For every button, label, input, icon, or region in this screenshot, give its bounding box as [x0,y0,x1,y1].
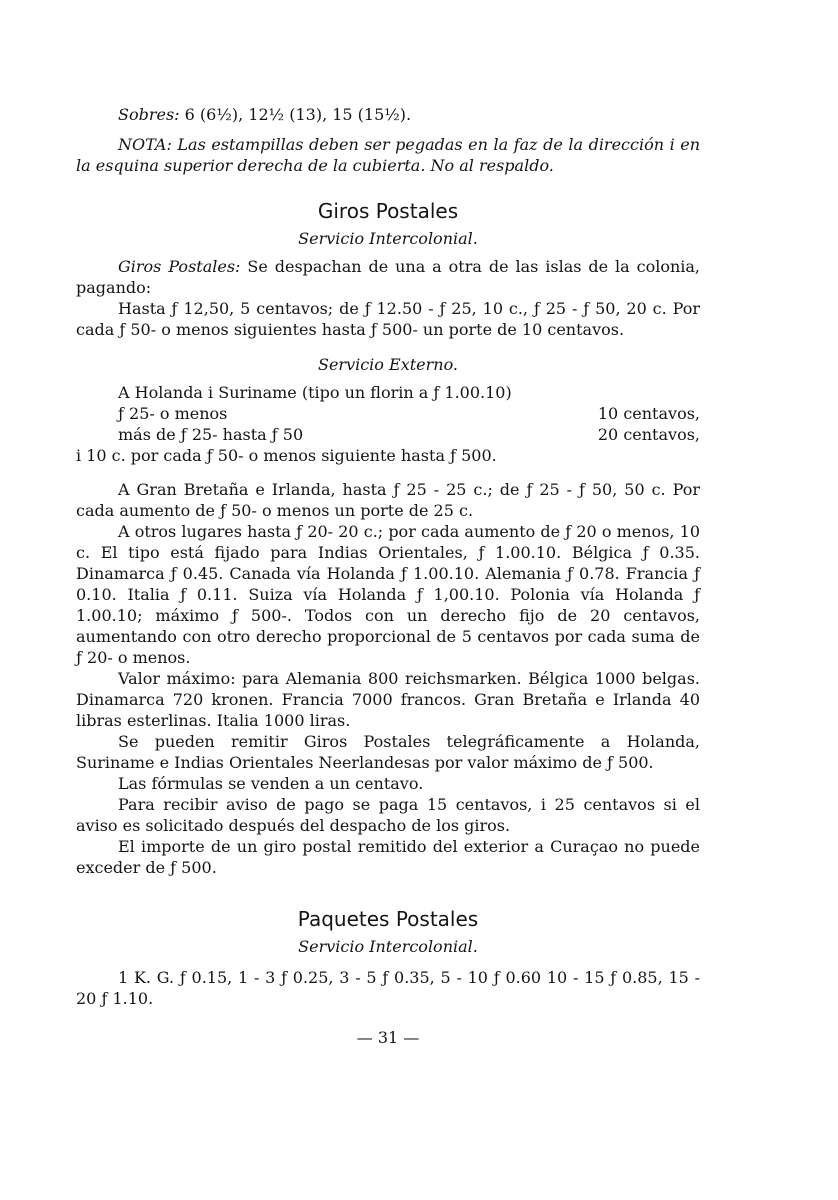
rate-row-right: 20 centavos, [597,425,700,444]
holanda-tail: i 10 c. por cada ƒ 50- o menos siguiente hasta ƒ 500. [76,446,497,465]
rate-row [76,403,700,424]
giros-intro-label: Giros Postales: [118,257,241,276]
valor-maximo-paragraph: Valor máximo: para Alemania 800 reichsmarken. Bélgica 1000 belgas. Dinamarca 720 kronen. Francia 7000 francos. Gran Bretaña e Irlanda 40 libras esterlinas. Italia 1000 liras. [76,669,700,730]
page-number: — 31 — [356,1028,420,1047]
giros-intro-paragraph [76,256,700,298]
gran-bretana-paragraph: A Gran Bretaña e Irlanda, hasta ƒ 25 - 25 c.; de ƒ 25 - ƒ 50, 50 c. Por cada aumento de ƒ 50- o menos un porte de 25 c. [76,480,700,520]
giros-title: Giros Postales [317,199,459,223]
aviso-pago-paragraph: Para recibir aviso de pago se paga 15 centavos, i 25 centavos si el aviso es solicitado después del despacho de los giros. [76,795,700,835]
telegrafico-paragraph: Se pueden remitir Giros Postales telegráficamente a Holanda, Suriname e Indias Orientales Neerlandesas por valor máximo de ƒ 500. [76,732,700,772]
nota-text: Las estampillas deben ser pegadas en la faz de la dirección i en la esquina superior derecha de la cubierta. No al respaldo. [76,135,700,175]
holanda-line: A Holanda i Suriname (tipo un florin a ƒ 1.00.10) [118,383,512,402]
importe-paragraph: El importe de un giro postal remitido del exterior a Curaçao no puede exceder de ƒ 500. [76,837,700,877]
rate-row-left: más de ƒ 25- hasta ƒ 50 [118,425,304,444]
page-content [76,104,700,1048]
formulas-paragraph: Las fórmulas se venden a un centavo. [118,774,424,793]
giros-intercolonial-heading: Servicio Intercolonial. [298,229,478,248]
paquetes-rates-paragraph: 1 K. G. ƒ 0.15, 1 - 3 ƒ 0.25, 3 - 5 ƒ 0.35, 5 - 10 ƒ 0.60 10 - 15 ƒ 0.85, 15 - 20 ƒ 1.10. [76,968,700,1008]
giros-intro-text: Se despachan de una a otra de las islas de la colonia, pagando: [76,257,700,297]
rate-row [76,424,700,445]
otros-lugares-paragraph: A otros lugares hasta ƒ 20- 20 c.; por cada aumento de ƒ 20 o menos, 10 c. El tipo está fijado para Indias Orientales, ƒ 1.00.10. Bélgica ƒ 0.35. Dinamarca ƒ 0.45. Canada vía Holanda ƒ 1.00.10. Alemania ƒ 0.78. Francia ƒ 0.10. Italia ƒ 0.11. Suiza vía Holanda ƒ 1,00.10. Polonia vía Holanda ƒ 1.00.10; máximo ƒ 500-. Todos con un derecho fijo de 20 centavos, aumentando con otro derecho proporcional de 5 centavos por cada suma de ƒ 20- o menos. [76,522,700,667]
giros-externo-heading: Servicio Externo. [317,355,459,374]
rate-row-right: 10 centavos, [597,404,700,423]
giros-rates-paragraph: Hasta ƒ 12,50, 5 centavos; de ƒ 12.50 - ƒ 25, 10 c., ƒ 25 - ƒ 50, 20 c. Por cada ƒ 50- o menos siguientes hasta ƒ 500- un porte de 10 centavos. [76,299,700,339]
nota-paragraph [76,134,700,176]
sobres-line [76,104,700,125]
rate-row-left: ƒ 25- o menos [118,404,228,423]
nota-label: NOTA: [118,135,172,154]
paquetes-heading: Servicio Intercolonial. [298,937,478,956]
paquetes-title: Paquetes Postales [297,907,479,931]
sobres-text: 6 (6½), 12½ (13), 15 (15½). [184,105,412,124]
sobres-label: Sobres: [118,105,180,124]
